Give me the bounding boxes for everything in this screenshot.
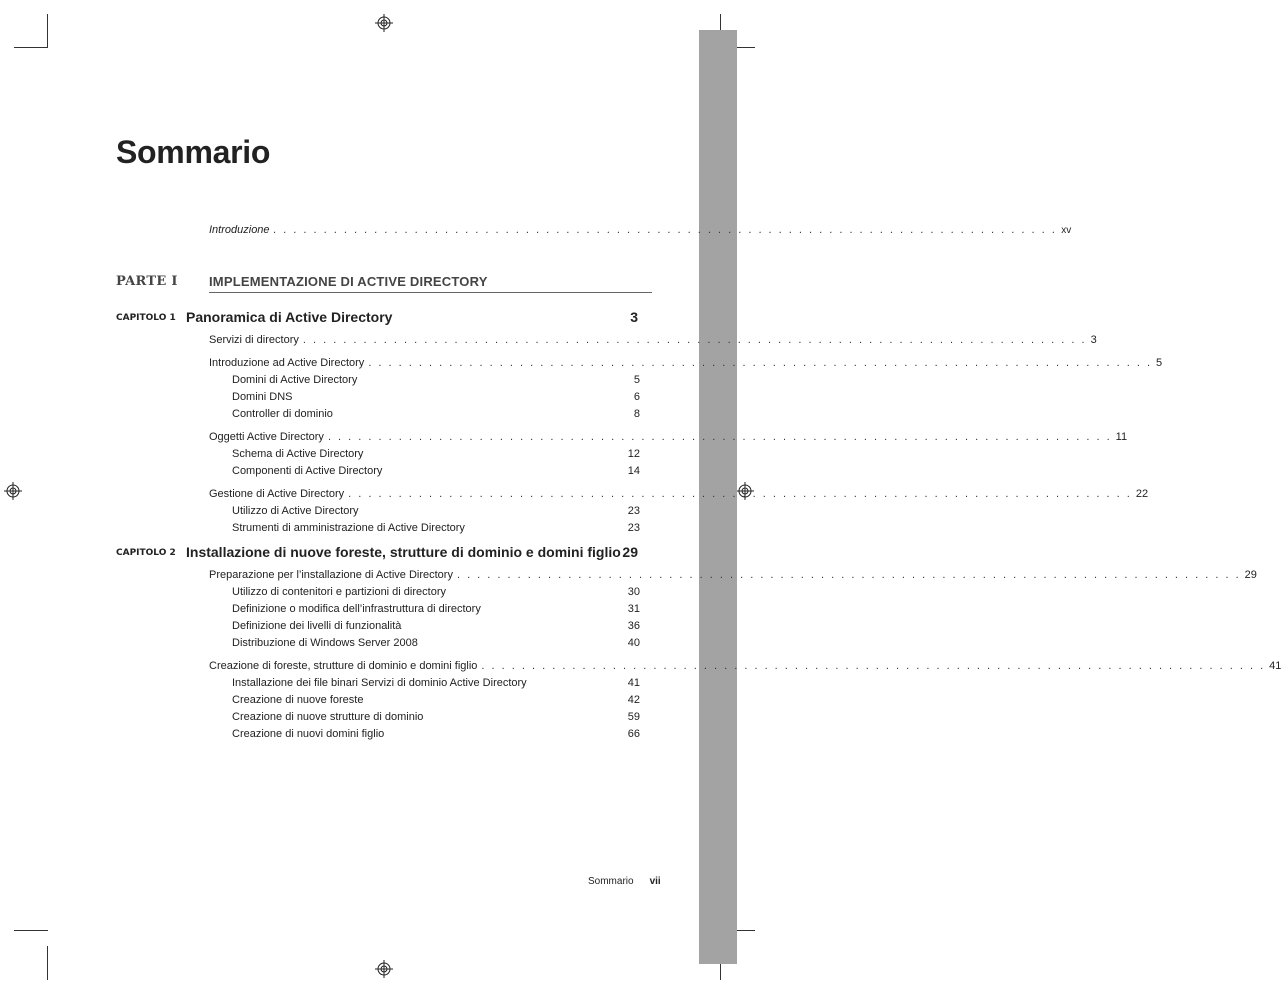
toc-subsection[interactable] — [232, 521, 640, 535]
toc-section[interactable] — [209, 659, 1281, 673]
toc-section-title: Servizi di directory — [209, 334, 299, 346]
dot-leader: . . . . . . . . . . . . . . . . . . . . . . . . . . . . . . . . . . . . . . . . . . . . . . . . . . . . . . . . . . . . . . . . . . . . . . . . . . . . . . — [456, 569, 1241, 581]
toc-section[interactable] — [209, 333, 1097, 347]
crop-mark — [47, 946, 48, 980]
page-footer — [588, 876, 661, 887]
toc-subsection[interactable] — [232, 727, 640, 741]
toc-section-title: Introduzione ad Active Directory — [209, 357, 365, 369]
toc-entry-page: xv — [1061, 225, 1072, 236]
toc-section-page: 11 — [1115, 431, 1128, 443]
toc-section[interactable] — [209, 568, 1257, 582]
toc-subsection-title: Creazione di nuovi domini figlio — [232, 728, 385, 740]
part-label: PARTE I — [116, 274, 178, 289]
toc-subsection-title: Creazione di nuove strutture di dominio — [232, 711, 424, 723]
toc-subsection-page: 8 — [633, 408, 640, 420]
chapter-label: CAPITOLO 2 — [116, 548, 176, 558]
toc-section-page: 41 — [1269, 660, 1281, 672]
toc-subsection-page: 42 — [627, 694, 640, 706]
toc-section-page: 3 — [1090, 334, 1097, 346]
toc-subsection[interactable] — [232, 407, 640, 421]
toc-subsection-page: 40 — [627, 637, 640, 649]
toc-subsection-page: 41 — [627, 677, 640, 689]
toc-subsection-title: Distribuzione di Windows Server 2008 — [232, 637, 418, 649]
toc-section-title: Oggetti Active Directory — [209, 431, 324, 443]
crop-mark — [14, 47, 48, 48]
toc-section-title: Creazione di foreste, strutture di dominio e domini figlio — [209, 660, 478, 672]
toc-subsection-title: Domini di Active Directory — [232, 374, 358, 386]
toc-entry-title: Introduzione — [209, 224, 270, 236]
chapter-label: CAPITOLO 1 — [116, 313, 176, 323]
toc-subsection[interactable] — [232, 636, 640, 650]
toc-subsection-page: 31 — [627, 603, 640, 615]
toc-section[interactable] — [209, 487, 1149, 501]
registration-mark-icon — [375, 960, 393, 978]
toc-subsection-title: Creazione di nuove foreste — [232, 694, 364, 706]
toc-subsection[interactable] — [232, 373, 640, 387]
toc-section[interactable] — [209, 430, 1128, 444]
toc-subsection-title: Utilizzo di contenitori e partizioni di directory — [232, 586, 446, 598]
toc-section-page: 5 — [1156, 357, 1163, 369]
crop-mark — [737, 47, 755, 48]
toc-subsection-title: Schema di Active Directory — [232, 448, 364, 460]
part-divider — [209, 292, 652, 293]
toc-subsection-page: 6 — [633, 391, 640, 403]
toc-subsection-page: 23 — [627, 522, 640, 534]
toc-subsection[interactable] — [232, 390, 640, 404]
toc-subsection-page: 14 — [627, 465, 640, 477]
toc-section-page: 29 — [1244, 569, 1257, 581]
toc-section-page: 22 — [1135, 488, 1149, 500]
toc-subsection[interactable] — [232, 504, 640, 518]
registration-mark-icon — [375, 14, 393, 32]
toc-subsection-page: 5 — [633, 374, 640, 386]
toc-subsection-title: Strumenti di amministrazione di Active Directory — [232, 522, 465, 534]
toc-subsection[interactable] — [232, 464, 640, 478]
chapter-page: 29 — [622, 544, 638, 560]
toc-subsection-title: Controller di dominio — [232, 408, 333, 420]
dot-leader: . . . . . . . . . . . . . . . . . . . . . . . . . . . . . . . . . . . . . . . . . . . . . . . . . . . . . . . . . . . . . . . . . . . . . . . . . . . . . . — [273, 224, 1058, 236]
chapter-page: 3 — [630, 309, 638, 325]
registration-mark-icon — [4, 482, 22, 500]
toc-subsection-title: Definizione o modifica dell’infrastruttura di directory — [232, 603, 481, 615]
crop-mark — [14, 930, 48, 931]
toc-subsection-page: 30 — [627, 586, 640, 598]
dot-leader: . . . . . . . . . . . . . . . . . . . . . . . . . . . . . . . . . . . . . . . . . . . . . . . . . . . . . . . . . . . . . . . . . . . . . . . . . . . . . . — [327, 431, 1112, 443]
toc-subsection-title: Installazione dei file binari Servizi di dominio Active Directory — [232, 677, 527, 689]
toc-subsection[interactable] — [232, 447, 640, 461]
toc-subsection[interactable] — [232, 602, 640, 616]
toc-subsection-page: 12 — [627, 448, 640, 460]
page-title: Sommario — [116, 134, 271, 170]
crop-mark — [737, 930, 755, 931]
toc-section-title: Gestione di Active Directory — [209, 488, 345, 500]
toc-subsection-title: Domini DNS — [232, 391, 293, 403]
dot-leader: . . . . . . . . . . . . . . . . . . . . . . . . . . . . . . . . . . . . . . . . . . . . . . . . . . . . . . . . . . . . . . . . . . . . . . . . . . . . . . — [348, 488, 1132, 500]
chapter-title[interactable]: Panoramica di Active Directory — [186, 309, 393, 325]
toc-subsection-title: Utilizzo di Active Directory — [232, 505, 359, 517]
dot-leader: . . . . . . . . . . . . . . . . . . . . . . . . . . . . . . . . . . . . . . . . . . . . . . . . . . . . . . . . . . . . . . . . . . . . . . . . . . . . . . — [481, 660, 1266, 672]
page-number: vii — [649, 876, 661, 887]
toc-subsection[interactable] — [232, 676, 640, 690]
toc-subsection[interactable] — [232, 693, 640, 707]
crop-mark — [47, 14, 48, 48]
toc-subsection-page: 66 — [627, 728, 640, 740]
dot-leader: . . . . . . . . . . . . . . . . . . . . . . . . . . . . . . . . . . . . . . . . . . . . . . . . . . . . . . . . . . . . . . . . . . . . . . . . . . . . . . — [368, 357, 1153, 369]
toc-subsection[interactable] — [232, 585, 640, 599]
toc-subsection-page: 36 — [627, 620, 640, 632]
dot-leader: . . . . . . . . . . . . . . . . . . . . . . . . . . . . . . . . . . . . . . . . . . . . . . . . . . . . . . . . . . . . . . . . . . . . . . . . . . . . . . — [302, 334, 1087, 346]
toc-section[interactable] — [209, 356, 1163, 370]
toc-subsection[interactable] — [232, 710, 640, 724]
part-title: IMPLEMENTAZIONE DI ACTIVE DIRECTORY — [209, 274, 488, 289]
toc-subsection-title: Definizione dei livelli di funzionalità — [232, 620, 402, 632]
toc-subsection[interactable] — [232, 619, 640, 633]
toc-section-title: Preparazione per l’installazione di Active Directory — [209, 569, 453, 581]
toc-subsection-page: 59 — [627, 711, 640, 723]
toc-subsection-page: 23 — [627, 505, 640, 517]
toc-entry-introduction[interactable] — [209, 223, 1072, 238]
footer-label: Sommario — [588, 876, 634, 887]
toc-subsection-title: Componenti di Active Directory — [232, 465, 383, 477]
chapter-title[interactable]: Installazione di nuove foreste, strutture di dominio e domini figlio — [186, 544, 621, 560]
